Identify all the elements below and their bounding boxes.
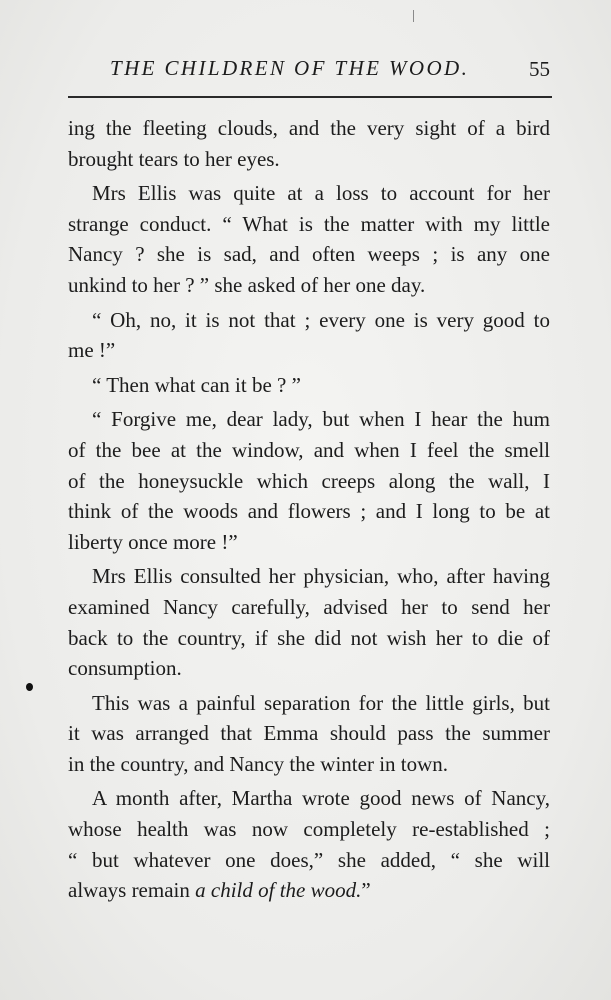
text-line: A month after, Martha wrote good news of Nancy, [92, 786, 550, 811]
text-line: unkind to her ? ” she asked of her one day. [68, 272, 426, 297]
text-line: in the country, and Nancy the winter in town. [68, 751, 449, 776]
italic-phrase: a child of the wood. [195, 878, 362, 903]
text-line: “ but whatever one does,” she added, “ she will [68, 847, 550, 872]
text-line: brought tears to her eyes. [68, 146, 280, 171]
page-number: 55 [529, 57, 550, 81]
page-scratch-mark [413, 10, 414, 22]
text-line: “ Forgive me, dear lady, but when I hear the hum [92, 407, 550, 432]
page-header [68, 56, 554, 90]
text-line: examined Nancy carefully, advised her to send her [68, 594, 550, 619]
text-line: think of the woods and flowers ; and I long to be at [68, 499, 550, 524]
text-line: of the bee at the window, and when I feel the smell [68, 437, 550, 462]
text-line: it was arranged that Emma should pass the summer [68, 721, 550, 746]
text-line: strange conduct. “ What is the matter with my little [68, 211, 550, 236]
text-fragment: ” [361, 878, 371, 903]
text-line: liberty once more !” [68, 529, 238, 554]
paragraph-4 [68, 370, 550, 401]
body-text [68, 113, 550, 910]
text-line: Nancy ? she is sad, and often weeps ; is any one [68, 242, 550, 267]
paragraph-8 [68, 783, 550, 905]
text-line-final [68, 875, 550, 906]
text-line: This was a painful separation for the little girls, but [92, 690, 550, 715]
text-line: whose health was now completely re-established ; [68, 817, 550, 842]
paragraph-1 [68, 113, 550, 174]
text-line: “ Oh, no, it is not that ; every one is very good to [92, 307, 550, 332]
text-line: of the honeysuckle which creeps along the wall, I [68, 468, 550, 493]
text-line: “ Then what can it be ? ” [92, 372, 301, 397]
text-line: Mrs Ellis was quite at a loss to account for her [92, 181, 550, 206]
text-fragment: always remain [68, 878, 196, 903]
header-rule [68, 96, 552, 98]
text-line: back to the country, if she did not wish her to die of [68, 625, 550, 650]
paragraph-2 [68, 178, 550, 300]
paragraph-5 [68, 404, 550, 557]
margin-ink-mark [26, 683, 33, 691]
text-line: ing the fleeting clouds, and the very sight of a bird [68, 116, 550, 140]
paragraph-3 [68, 305, 550, 366]
paragraph-6 [68, 561, 550, 683]
text-line: me !” [68, 338, 116, 363]
running-title: THE CHILDREN OF THE WOOD. [110, 56, 470, 80]
text-line: Mrs Ellis consulted her physician, who, after having [92, 564, 550, 589]
text-line: consumption. [68, 656, 182, 681]
paragraph-7 [68, 688, 550, 780]
